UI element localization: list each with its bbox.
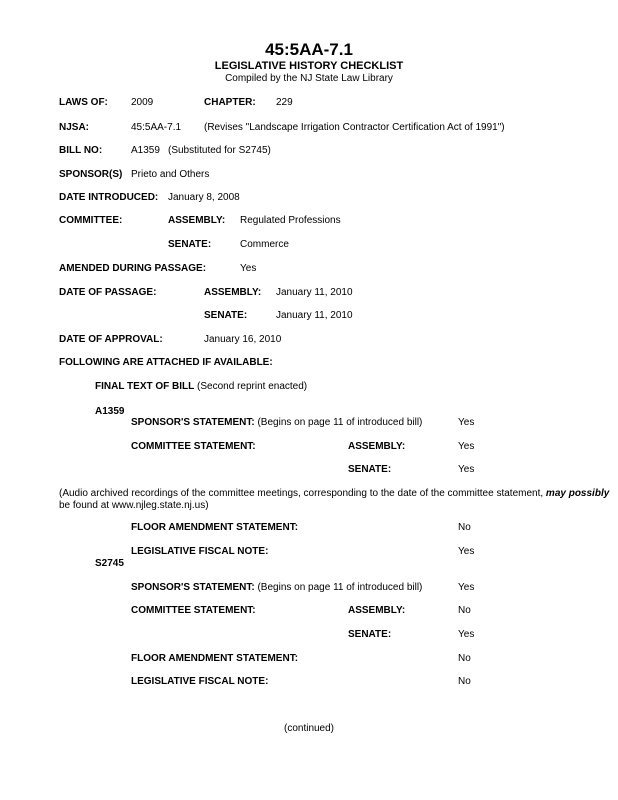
committee-assembly-value: Regulated Professions: [240, 215, 341, 226]
continued-footer: (continued): [283, 723, 335, 734]
passage-senate-label: SENATE:: [204, 310, 248, 321]
audio-note-emphasis: may possibly: [545, 488, 610, 499]
a1359-sponsor-row: [131, 417, 422, 429]
s2745-floor-label: FLOOR AMENDMENT STATEMENT:: [131, 653, 299, 664]
passage-assembly-label: ASSEMBLY:: [204, 287, 262, 298]
a1359-senate-value: Yes: [458, 464, 475, 475]
s2745-fiscal-label: LEGISLATIVE FISCAL NOTE:: [131, 676, 269, 687]
bill-no-label: BILL NO:: [59, 145, 103, 156]
compiled-by: Compiled by the NJ State Law Library: [225, 73, 393, 84]
sponsors-value: Prieto and Others: [131, 169, 210, 180]
sponsors-label: SPONSOR(S): [59, 169, 123, 180]
bill-no-value: A1359: [131, 145, 160, 156]
s2745-fiscal-value: No: [458, 676, 471, 687]
date-introduced-value: January 8, 2008: [168, 192, 240, 203]
s2745-sponsor-value: Yes: [458, 582, 475, 593]
s2745-senate-value: Yes: [458, 629, 475, 640]
date-of-approval-label: DATE OF APPROVAL:: [59, 334, 163, 345]
date-introduced-label: DATE INTRODUCED:: [59, 192, 159, 203]
a1359-assembly-label: ASSEMBLY:: [348, 441, 406, 452]
date-of-approval-value: January 16, 2010: [204, 334, 282, 345]
s2745-senate-label: SENATE:: [348, 629, 392, 640]
a1359-floor-label: FLOOR AMENDMENT STATEMENT:: [131, 522, 299, 533]
s2745-floor-value: No: [458, 653, 471, 664]
s2745-sponsor-label: SPONSOR'S STATEMENT:: [131, 582, 255, 593]
s2745-committee-label: COMMITTEE STATEMENT:: [131, 605, 256, 616]
committee-senate-value: Commerce: [240, 239, 289, 250]
laws-of-value: 2009: [131, 97, 154, 108]
s2745-sponsor-note: (Begins on page 11 of introduced bill): [257, 582, 423, 593]
a1359-fiscal-value: Yes: [458, 546, 475, 557]
committee-label: COMMITTEE:: [59, 215, 123, 226]
a1359-sponsor-note: (Begins on page 11 of introduced bill): [257, 417, 423, 428]
audio-note-part1: (Audio archived recordings of the committee meetings, corresponding to the date of the committee statement,: [59, 488, 544, 499]
a1359-label: A1359: [95, 406, 125, 417]
final-text-label: FINAL TEXT OF BILL: [95, 381, 195, 392]
audio-note-line1: [59, 488, 609, 500]
laws-of-label: LAWS OF:: [59, 97, 108, 108]
s2745-assembly-label: ASSEMBLY:: [348, 605, 406, 616]
amended-label: AMENDED DURING PASSAGE:: [59, 263, 207, 274]
a1359-committee-label: COMMITTEE STATEMENT:: [131, 441, 256, 452]
a1359-sponsor-label: SPONSOR'S STATEMENT:: [131, 417, 255, 428]
s2745-sponsor-row: [131, 582, 422, 594]
njsa-note: (Revises "Landscape Irrigation Contractor Certification Act of 1991"): [204, 122, 505, 133]
final-text-row: [95, 381, 307, 393]
passage-assembly-value: January 11, 2010: [276, 287, 353, 298]
chapter-value: 229: [276, 97, 293, 108]
a1359-sponsor-value: Yes: [458, 417, 475, 428]
attached-heading: FOLLOWING ARE ATTACHED IF AVAILABLE:: [59, 357, 273, 368]
amended-value: Yes: [240, 263, 257, 274]
passage-senate-value: January 11, 2010: [276, 310, 353, 321]
s2745-assembly-value: No: [458, 605, 471, 616]
a1359-assembly-value: Yes: [458, 441, 475, 452]
a1359-floor-value: No: [458, 522, 471, 533]
bill-no-note: (Substituted for S2745): [168, 145, 271, 156]
njsa-label: NJSA:: [59, 122, 90, 133]
final-text-note: (Second reprint enacted): [197, 381, 308, 392]
committee-assembly-label: ASSEMBLY:: [168, 215, 226, 226]
document-title: LEGISLATIVE HISTORY CHECKLIST: [214, 60, 404, 72]
s2745-label: S2745: [95, 558, 124, 569]
committee-senate-label: SENATE:: [168, 239, 212, 250]
chapter-label: CHAPTER:: [204, 97, 256, 108]
a1359-senate-label: SENATE:: [348, 464, 392, 475]
a1359-fiscal-label: LEGISLATIVE FISCAL NOTE:: [131, 546, 269, 557]
audio-note-part2: be found at www.njleg.state.nj.us): [59, 500, 209, 511]
date-of-passage-label: DATE OF PASSAGE:: [59, 287, 157, 298]
njsa-value: 45:5AA-7.1: [131, 122, 182, 133]
document-section-number: 45:5AA-7.1: [265, 40, 353, 59]
